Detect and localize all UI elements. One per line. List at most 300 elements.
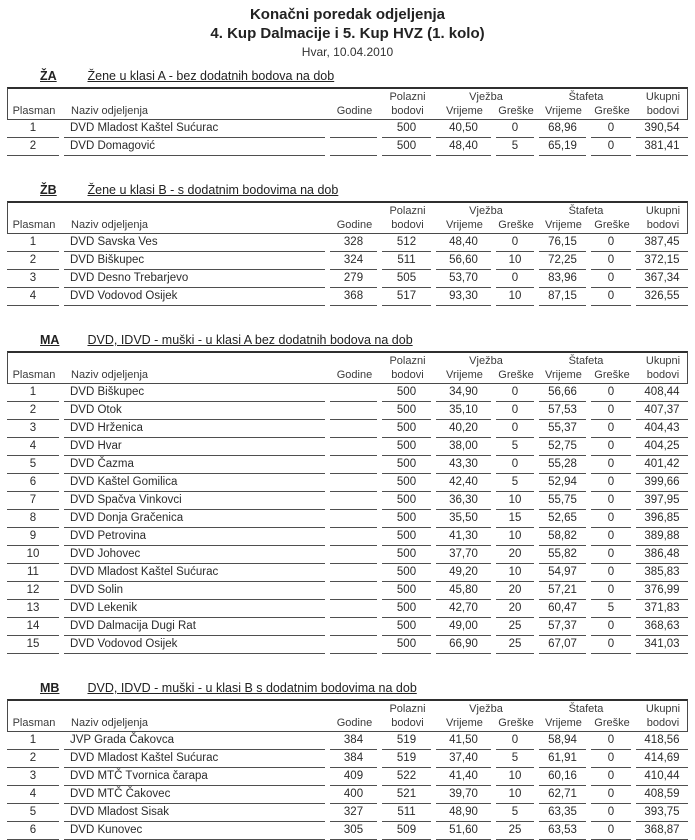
cell-polazni-bodovi: 519 (382, 750, 431, 768)
cell-stafeta-greske: 0 (591, 474, 631, 492)
cell-stafeta-greske: 0 (591, 288, 631, 306)
cell-ukupni-bodovi: 341,03 (636, 636, 688, 654)
table-row (7, 420, 688, 438)
cell-ukupni-bodovi: 368,63 (636, 618, 688, 636)
section-code: MB (40, 681, 60, 695)
cell-stafeta-greske: 0 (591, 582, 631, 600)
cell-naziv: DVD Biškupec (64, 384, 325, 402)
page-title: Konačni poredak odjeljenja (249, 6, 446, 23)
cell-vjezba-vrijeme: 53,70 (436, 270, 491, 288)
cell-naziv: DVD Solin (64, 582, 325, 600)
cell-vjezba-vrijeme: 49,20 (436, 564, 491, 582)
cell-naziv: DVD Vodovod Osijek (64, 288, 325, 306)
cell-godine (330, 138, 377, 156)
cell-naziv: DVD Mladost Kaštel Sućurac (64, 564, 325, 582)
cell-ukupni-bodovi: 397,95 (636, 492, 688, 510)
column-header-stafeta-vrijeme: Vrijeme (545, 105, 582, 117)
cell-stafeta-vrijeme: 62,71 (539, 786, 586, 804)
column-header-ukupni-line1: Ukupni (645, 355, 681, 367)
cell-plasman: 5 (7, 456, 59, 474)
cell-vjezba-greske: 5 (496, 750, 534, 768)
table-row (7, 546, 688, 564)
cell-ukupni-bodovi: 390,54 (636, 120, 688, 138)
cell-naziv: DVD Domagović (64, 138, 325, 156)
cell-polazni-bodovi: 517 (382, 288, 431, 306)
cell-ukupni-bodovi: 387,45 (636, 234, 688, 252)
cell-plasman: 1 (7, 732, 59, 750)
results-section (7, 681, 688, 840)
cell-stafeta-greske: 0 (591, 234, 631, 252)
column-header-godine: Godine (336, 219, 373, 231)
cell-godine (330, 384, 377, 402)
cell-stafeta-vrijeme: 58,82 (539, 528, 586, 546)
results-section (7, 333, 688, 654)
cell-vjezba-greske: 10 (496, 288, 534, 306)
section-heading (40, 183, 688, 197)
column-header-naziv: Naziv odjeljenja (71, 105, 149, 117)
cell-ukupni-bodovi: 399,66 (636, 474, 688, 492)
cell-ukupni-bodovi: 376,99 (636, 582, 688, 600)
cell-stafeta-greske: 0 (591, 120, 631, 138)
cell-vjezba-greske: 10 (496, 528, 534, 546)
cell-ukupni-bodovi: 408,44 (636, 384, 688, 402)
column-header-ukupni-line2: bodovi (646, 369, 680, 381)
cell-ukupni-bodovi: 408,59 (636, 786, 688, 804)
cell-vjezba-greske: 10 (496, 786, 534, 804)
column-header-naziv: Naziv odjeljenja (71, 219, 149, 231)
cell-vjezba-vrijeme: 35,50 (436, 510, 491, 528)
column-header-stafeta-group: Štafeta (568, 205, 604, 217)
column-header-ukupni-line2: bodovi (646, 105, 680, 117)
cell-godine (330, 456, 377, 474)
column-header-stafeta-greske: Greške (594, 369, 630, 381)
cell-godine (330, 600, 377, 618)
column-header-vjezba-group: Vježba (469, 355, 503, 367)
cell-stafeta-greske: 0 (591, 492, 631, 510)
column-header-vjezba-greske: Greške (498, 369, 534, 381)
column-header-stafeta-vrijeme: Vrijeme (545, 717, 582, 729)
table-row (7, 456, 688, 474)
cell-stafeta-greske: 0 (591, 438, 631, 456)
cell-vjezba-greske: 0 (496, 120, 534, 138)
cell-stafeta-vrijeme: 76,15 (539, 234, 586, 252)
cell-polazni-bodovi: 500 (382, 510, 431, 528)
cell-naziv: DVD Kunovec (64, 822, 325, 840)
cell-vjezba-vrijeme: 37,70 (436, 546, 491, 564)
cell-polazni-bodovi: 500 (382, 420, 431, 438)
column-header-vjezba-vrijeme: Vrijeme (446, 717, 483, 729)
cell-naziv: DVD Biškupec (64, 252, 325, 270)
cell-godine: 384 (330, 750, 377, 768)
cell-godine (330, 636, 377, 654)
cell-godine: 400 (330, 786, 377, 804)
table-row (7, 510, 688, 528)
cell-vjezba-vrijeme: 45,80 (436, 582, 491, 600)
cell-naziv: DVD Desno Trebarjevo (64, 270, 325, 288)
section-title: DVD, IDVD - muški - u klasi A bez dodatnih bodova na dob (87, 333, 413, 347)
table-row (7, 492, 688, 510)
cell-stafeta-greske: 0 (591, 252, 631, 270)
cell-godine: 384 (330, 732, 377, 750)
cell-stafeta-vrijeme: 68,96 (539, 120, 586, 138)
cell-vjezba-vrijeme: 41,50 (436, 732, 491, 750)
column-header-vjezba-vrijeme: Vrijeme (446, 219, 483, 231)
cell-ukupni-bodovi: 410,44 (636, 768, 688, 786)
cell-ukupni-bodovi: 418,56 (636, 732, 688, 750)
table-header (7, 201, 688, 234)
column-header-stafeta-vrijeme: Vrijeme (545, 219, 582, 231)
cell-stafeta-vrijeme: 58,94 (539, 732, 586, 750)
section-code: ŽB (40, 183, 57, 197)
results-table (7, 699, 688, 840)
cell-stafeta-vrijeme: 57,37 (539, 618, 586, 636)
section-heading (40, 69, 688, 83)
cell-polazni-bodovi: 500 (382, 618, 431, 636)
cell-ukupni-bodovi: 381,41 (636, 138, 688, 156)
cell-godine (330, 528, 377, 546)
cell-stafeta-vrijeme: 56,66 (539, 384, 586, 402)
table-body (7, 732, 688, 840)
cell-godine: 279 (330, 270, 377, 288)
cell-stafeta-greske: 0 (591, 384, 631, 402)
cell-stafeta-vrijeme: 83,96 (539, 270, 586, 288)
cell-naziv: DVD Čazma (64, 456, 325, 474)
cell-polazni-bodovi: 500 (382, 528, 431, 546)
cell-polazni-bodovi: 500 (382, 582, 431, 600)
column-header-stafeta-group: Štafeta (568, 91, 604, 103)
cell-plasman: 2 (7, 252, 59, 270)
column-header-ukupni-line1: Ukupni (645, 703, 681, 715)
cell-ukupni-bodovi: 396,85 (636, 510, 688, 528)
table-header (7, 87, 688, 120)
section-heading (40, 333, 688, 347)
cell-plasman: 8 (7, 510, 59, 528)
cell-polazni-bodovi: 500 (382, 564, 431, 582)
cell-naziv: DVD Mladost Kaštel Sućurac (64, 120, 325, 138)
table-row (7, 768, 688, 786)
column-header-stafeta-greske: Greške (594, 717, 630, 729)
cell-vjezba-vrijeme: 49,00 (436, 618, 491, 636)
cell-godine: 328 (330, 234, 377, 252)
cell-vjezba-vrijeme: 41,40 (436, 768, 491, 786)
cell-stafeta-greske: 0 (591, 546, 631, 564)
cell-ukupni-bodovi: 367,34 (636, 270, 688, 288)
cell-stafeta-vrijeme: 63,35 (539, 804, 586, 822)
cell-naziv: DVD Spačva Vinkovci (64, 492, 325, 510)
cell-plasman: 6 (7, 474, 59, 492)
cell-plasman: 11 (7, 564, 59, 582)
cell-plasman: 4 (7, 438, 59, 456)
table-body (7, 234, 688, 306)
cell-godine: 324 (330, 252, 377, 270)
cell-vjezba-vrijeme: 51,60 (436, 822, 491, 840)
cell-stafeta-vrijeme: 55,75 (539, 492, 586, 510)
cell-naziv: DVD Otok (64, 402, 325, 420)
column-header-vjezba-greske: Greške (498, 219, 534, 231)
table-row (7, 288, 688, 306)
table-row (7, 750, 688, 768)
cell-ukupni-bodovi: 404,25 (636, 438, 688, 456)
cell-polazni-bodovi: 500 (382, 438, 431, 456)
cell-vjezba-greske: 5 (496, 804, 534, 822)
cell-stafeta-vrijeme: 87,15 (539, 288, 586, 306)
cell-godine (330, 510, 377, 528)
cell-vjezba-greske: 25 (496, 618, 534, 636)
table-row (7, 786, 688, 804)
cell-ukupni-bodovi: 414,69 (636, 750, 688, 768)
cell-stafeta-vrijeme: 55,28 (539, 456, 586, 474)
cell-vjezba-greske: 25 (496, 636, 534, 654)
table-row (7, 438, 688, 456)
section-title: DVD, IDVD - muški - u klasi B s dodatnim bodovima na dob (87, 681, 417, 695)
cell-ukupni-bodovi: 389,88 (636, 528, 688, 546)
table-row (7, 804, 688, 822)
cell-plasman: 6 (7, 822, 59, 840)
cell-polazni-bodovi: 505 (382, 270, 431, 288)
column-header-plasman: Plasman (12, 219, 56, 231)
cell-polazni-bodovi: 500 (382, 636, 431, 654)
cell-polazni-bodovi: 500 (382, 120, 431, 138)
cell-ukupni-bodovi: 368,87 (636, 822, 688, 840)
table-row (7, 822, 688, 840)
column-header-ukupni-line2: bodovi (646, 219, 680, 231)
table-row (7, 270, 688, 288)
cell-stafeta-vrijeme: 52,94 (539, 474, 586, 492)
cell-plasman: 3 (7, 420, 59, 438)
table-row (7, 120, 688, 138)
table-row (7, 384, 688, 402)
cell-naziv: DVD Dalmacija Dugi Rat (64, 618, 325, 636)
column-header-godine: Godine (336, 105, 373, 117)
cell-ukupni-bodovi: 371,83 (636, 600, 688, 618)
table-row (7, 402, 688, 420)
results-table (7, 351, 688, 654)
column-header-ukupni-line2: bodovi (646, 717, 680, 729)
cell-stafeta-vrijeme: 63,53 (539, 822, 586, 840)
page-subtitle: 4. Kup Dalmacije i 5. Kup HVZ (1. kolo) (210, 25, 485, 42)
cell-plasman: 2 (7, 402, 59, 420)
cell-vjezba-vrijeme: 34,90 (436, 384, 491, 402)
cell-naziv: DVD Savska Ves (64, 234, 325, 252)
table-row (7, 564, 688, 582)
cell-stafeta-greske: 0 (591, 456, 631, 474)
section-code: MA (40, 333, 60, 347)
cell-naziv: DVD Lekenik (64, 600, 325, 618)
cell-stafeta-vrijeme: 54,97 (539, 564, 586, 582)
cell-plasman: 1 (7, 234, 59, 252)
cell-plasman: 14 (7, 618, 59, 636)
table-row (7, 474, 688, 492)
cell-ukupni-bodovi: 385,83 (636, 564, 688, 582)
cell-plasman: 10 (7, 546, 59, 564)
cell-plasman: 2 (7, 750, 59, 768)
cell-ukupni-bodovi: 404,43 (636, 420, 688, 438)
cell-vjezba-vrijeme: 56,60 (436, 252, 491, 270)
section-title: Žene u klasi B - s dodatnim bodovima na dob (87, 183, 339, 197)
cell-naziv: DVD Vodovod Osijek (64, 636, 325, 654)
cell-polazni-bodovi: 500 (382, 138, 431, 156)
cell-stafeta-vrijeme: 55,37 (539, 420, 586, 438)
cell-naziv: DVD MTČ Čakovec (64, 786, 325, 804)
cell-polazni-bodovi: 500 (382, 600, 431, 618)
cell-godine: 327 (330, 804, 377, 822)
cell-vjezba-greske: 20 (496, 582, 534, 600)
cell-stafeta-greske: 0 (591, 270, 631, 288)
cell-godine: 409 (330, 768, 377, 786)
cell-vjezba-greske: 0 (496, 234, 534, 252)
cell-stafeta-greske: 0 (591, 636, 631, 654)
table-row (7, 234, 688, 252)
cell-stafeta-greske: 0 (591, 138, 631, 156)
cell-stafeta-greske: 0 (591, 420, 631, 438)
column-header-plasman: Plasman (12, 105, 56, 117)
cell-stafeta-greske: 0 (591, 618, 631, 636)
column-header-polazni-line2: bodovi (391, 105, 424, 117)
table-row (7, 732, 688, 750)
cell-godine: 305 (330, 822, 377, 840)
cell-vjezba-greske: 5 (496, 474, 534, 492)
cell-naziv: DVD Johovec (64, 546, 325, 564)
cell-stafeta-greske: 0 (591, 822, 631, 840)
cell-plasman: 9 (7, 528, 59, 546)
column-header-vjezba-group: Vježba (469, 205, 503, 217)
cell-vjezba-vrijeme: 37,40 (436, 750, 491, 768)
cell-vjezba-vrijeme: 39,70 (436, 786, 491, 804)
column-header-ukupni-line1: Ukupni (645, 205, 681, 217)
cell-polazni-bodovi: 521 (382, 786, 431, 804)
cell-polazni-bodovi: 500 (382, 456, 431, 474)
cell-stafeta-vrijeme: 60,16 (539, 768, 586, 786)
column-header-polazni-line1: Polazni (389, 91, 426, 103)
cell-stafeta-greske: 0 (591, 750, 631, 768)
cell-stafeta-greske: 0 (591, 402, 631, 420)
table-row (7, 582, 688, 600)
cell-ukupni-bodovi: 326,55 (636, 288, 688, 306)
cell-stafeta-vrijeme: 65,19 (539, 138, 586, 156)
column-header-polazni-line1: Polazni (389, 205, 426, 217)
cell-stafeta-vrijeme: 52,75 (539, 438, 586, 456)
cell-vjezba-greske: 20 (496, 600, 534, 618)
sections-container (7, 69, 688, 840)
table-row (7, 528, 688, 546)
cell-vjezba-greske: 10 (496, 768, 534, 786)
column-header-ukupni-line1: Ukupni (645, 91, 681, 103)
section-title: Žene u klasi A - bez dodatnih bodova na dob (87, 69, 335, 83)
column-header-godine: Godine (336, 369, 373, 381)
cell-vjezba-greske: 5 (496, 138, 534, 156)
table-row (7, 600, 688, 618)
table-header (7, 699, 688, 732)
cell-vjezba-vrijeme: 41,30 (436, 528, 491, 546)
cell-naziv: DVD Hvar (64, 438, 325, 456)
cell-vjezba-greske: 0 (496, 384, 534, 402)
cell-ukupni-bodovi: 407,37 (636, 402, 688, 420)
cell-naziv: DVD MTČ Tvornica čarapa (64, 768, 325, 786)
cell-vjezba-greske: 0 (496, 732, 534, 750)
cell-vjezba-vrijeme: 42,40 (436, 474, 491, 492)
cell-naziv: JVP Grada Čakovca (64, 732, 325, 750)
cell-vjezba-vrijeme: 48,40 (436, 234, 491, 252)
cell-ukupni-bodovi: 393,75 (636, 804, 688, 822)
section-heading (40, 681, 688, 695)
table-header (7, 351, 688, 384)
column-header-polazni-line2: bodovi (391, 369, 424, 381)
column-header-polazni-line1: Polazni (389, 355, 426, 367)
cell-stafeta-vrijeme: 72,25 (539, 252, 586, 270)
column-header-vjezba-greske: Greške (498, 105, 534, 117)
cell-plasman: 7 (7, 492, 59, 510)
column-header-stafeta-greske: Greške (594, 105, 630, 117)
cell-vjezba-greske: 0 (496, 270, 534, 288)
column-header-polazni-line2: bodovi (391, 717, 424, 729)
cell-naziv: DVD Donja Gračenica (64, 510, 325, 528)
cell-vjezba-vrijeme: 93,30 (436, 288, 491, 306)
column-header-naziv: Naziv odjeljenja (71, 717, 149, 729)
cell-polazni-bodovi: 511 (382, 804, 431, 822)
cell-polazni-bodovi: 509 (382, 822, 431, 840)
cell-godine (330, 564, 377, 582)
cell-godine (330, 618, 377, 636)
cell-polazni-bodovi: 500 (382, 402, 431, 420)
cell-godine (330, 474, 377, 492)
cell-vjezba-greske: 10 (496, 492, 534, 510)
cell-naziv: DVD Mladost Sisak (64, 804, 325, 822)
cell-vjezba-greske: 10 (496, 252, 534, 270)
cell-stafeta-greske: 0 (591, 510, 631, 528)
cell-polazni-bodovi: 500 (382, 384, 431, 402)
cell-vjezba-greske: 0 (496, 420, 534, 438)
column-header-plasman: Plasman (12, 369, 56, 381)
cell-godine (330, 120, 377, 138)
cell-plasman: 5 (7, 804, 59, 822)
cell-plasman: 3 (7, 270, 59, 288)
cell-stafeta-vrijeme: 67,07 (539, 636, 586, 654)
table-body (7, 384, 688, 654)
cell-polazni-bodovi: 500 (382, 546, 431, 564)
cell-stafeta-vrijeme: 55,82 (539, 546, 586, 564)
cell-vjezba-greske: 15 (496, 510, 534, 528)
column-header-vjezba-group: Vježba (469, 703, 503, 715)
cell-ukupni-bodovi: 372,15 (636, 252, 688, 270)
cell-vjezba-vrijeme: 66,90 (436, 636, 491, 654)
cell-polazni-bodovi: 500 (382, 492, 431, 510)
page-location-date: Hvar, 10.04.2010 (301, 45, 394, 59)
cell-plasman: 15 (7, 636, 59, 654)
cell-godine: 368 (330, 288, 377, 306)
cell-polazni-bodovi: 522 (382, 768, 431, 786)
cell-godine (330, 492, 377, 510)
cell-vjezba-greske: 5 (496, 438, 534, 456)
cell-vjezba-greske: 0 (496, 456, 534, 474)
cell-stafeta-vrijeme: 57,53 (539, 402, 586, 420)
column-header-vjezba-vrijeme: Vrijeme (446, 105, 483, 117)
cell-naziv: DVD Mladost Kaštel Sućurac (64, 750, 325, 768)
table-row (7, 636, 688, 654)
cell-naziv: DVD Hrženica (64, 420, 325, 438)
cell-vjezba-greske: 10 (496, 564, 534, 582)
cell-ukupni-bodovi: 386,48 (636, 546, 688, 564)
table-row (7, 252, 688, 270)
cell-stafeta-greske: 0 (591, 528, 631, 546)
column-header-stafeta-greske: Greške (594, 219, 630, 231)
cell-godine (330, 420, 377, 438)
column-header-stafeta-group: Štafeta (568, 355, 604, 367)
results-table (7, 201, 688, 306)
cell-polazni-bodovi: 511 (382, 252, 431, 270)
cell-vjezba-greske: 0 (496, 402, 534, 420)
cell-plasman: 1 (7, 120, 59, 138)
cell-vjezba-greske: 20 (496, 546, 534, 564)
